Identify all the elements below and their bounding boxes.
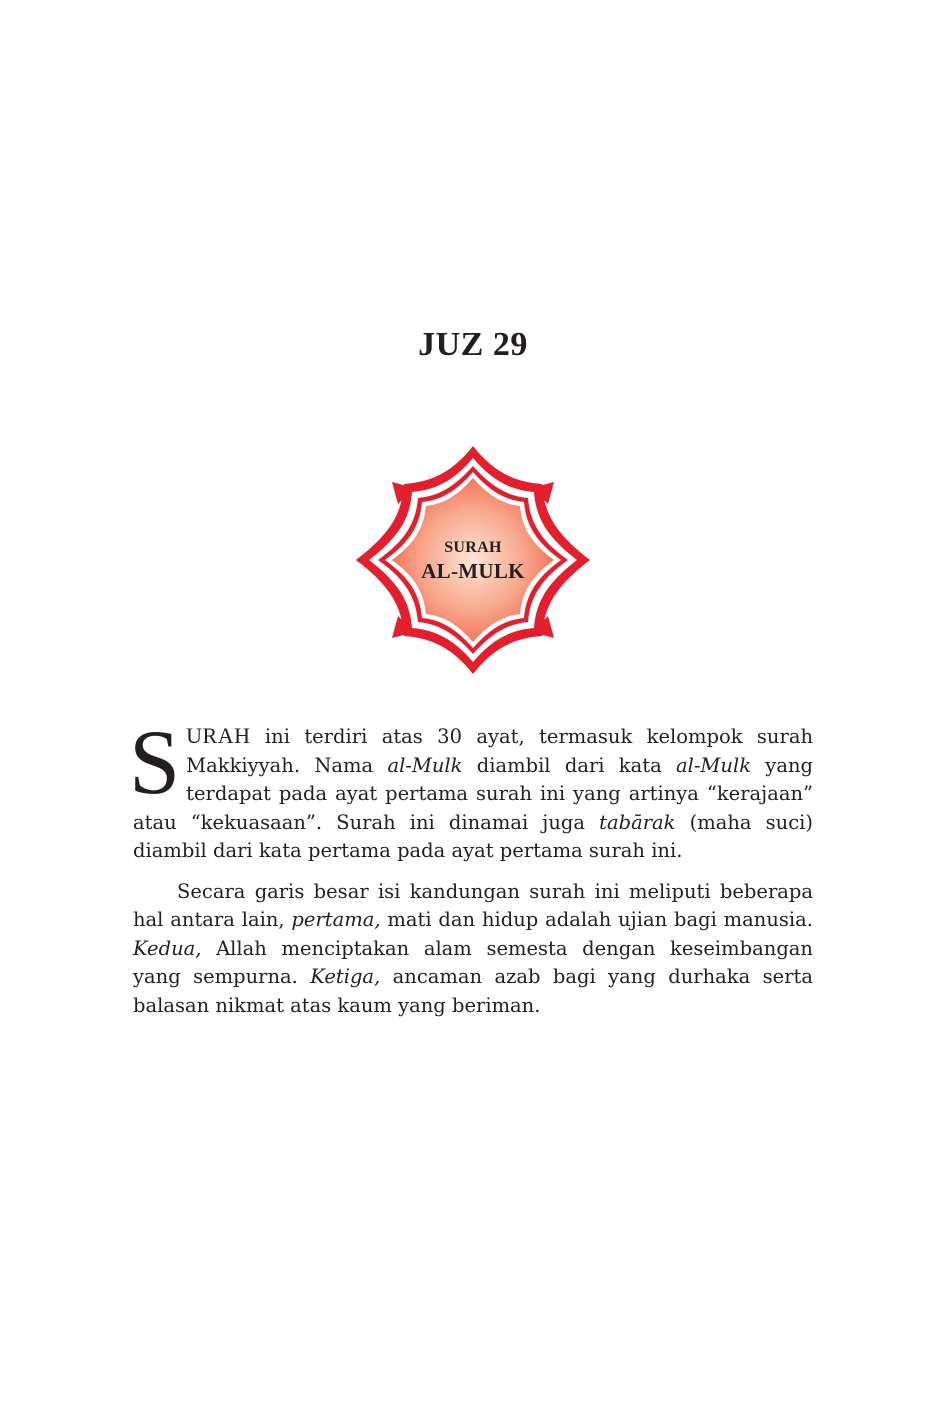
paragraph-content bbox=[133, 878, 813, 1021]
italic-term: al-Mulk bbox=[387, 753, 463, 777]
lead-word: URAH bbox=[186, 723, 251, 748]
juz-title: JUZ 29 bbox=[418, 326, 528, 363]
drop-cap: S bbox=[129, 711, 181, 813]
paragraph-intro bbox=[129, 711, 813, 866]
text-segment: diambil dari kata bbox=[462, 753, 676, 777]
surah-name: AL-MULK bbox=[421, 559, 525, 583]
text-segment: ini terdiri atas 30 ayat, termasuk kelompok surah Makkiyyah. Nama bbox=[186, 725, 813, 777]
text-segment: (maha suci) diambil dari kata pertama pada ayat pertama surah ini. bbox=[133, 810, 813, 862]
text-segment: mati dan hidup adalah ujian bagi manusia. bbox=[380, 908, 813, 931]
italic-term: Kedua, bbox=[133, 936, 202, 960]
text-segment: Secara garis besar isi kandungan surah ini meliputi beberapa hal antara lain, bbox=[133, 879, 813, 931]
text-segment: Allah menciptakan alam semesta dengan keseimbangan yang sempurna. bbox=[133, 936, 813, 988]
body-text bbox=[129, 711, 813, 1020]
italic-term: Ketiga, bbox=[310, 965, 381, 988]
surah-emblem bbox=[352, 442, 594, 678]
italic-term: tabārak bbox=[599, 810, 676, 834]
emblem-text bbox=[352, 538, 594, 584]
text-segment: yang terdapat pada ayat pertama surah ini yang artinya “kerajaan” atau “kekuasaan”. Surah ini dinamai juga bbox=[133, 753, 813, 834]
italic-term: al-Mulk bbox=[675, 753, 752, 777]
text-segment: ancaman azab bagi yang durhaka serta balasan nikmat atas kaum yang beriman. bbox=[133, 965, 813, 1017]
italic-term: pertama, bbox=[291, 908, 381, 931]
surah-label: SURAH bbox=[444, 539, 502, 556]
